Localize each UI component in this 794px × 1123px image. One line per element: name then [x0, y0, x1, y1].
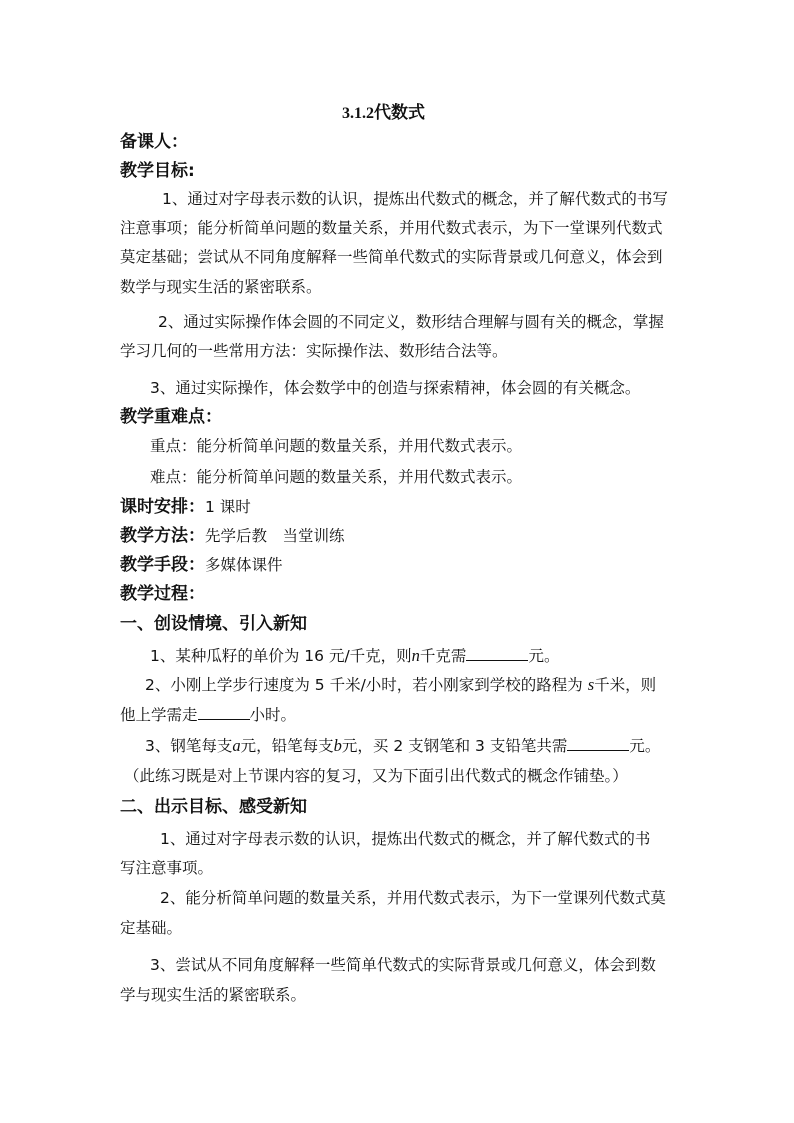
question-1-text-c: 元。 — [528, 647, 560, 665]
schedule-label: 课时安排： — [120, 497, 205, 517]
question-3-text-c: 元，买 2 支钢笔和 3 支铅笔共需 — [341, 737, 568, 755]
schedule-value: 1 课时 — [205, 498, 251, 516]
question-2-line-1 — [145, 675, 656, 695]
method-label: 教学方法： — [120, 526, 205, 546]
objective-1-line-3: 莫定基础；尝试从不同角度解释一些简单代数式的实际背景或几何意义，体会到 — [120, 248, 663, 266]
question-3-text-a: 3、钢笔每支 — [145, 737, 233, 755]
question-1-text-a: 1、某种瓜籽的单价为 16 元/千克，则 — [150, 647, 412, 665]
question-2-variable: s — [587, 675, 595, 694]
question-2-line-2-text-a: 他上学需走 — [120, 706, 198, 724]
section-2-item-3-line-1: 3、尝试从不同角度解释一些简单代数式的实际背景或几何意义，体会到数 — [150, 956, 656, 974]
schedule-row — [120, 497, 251, 517]
means-row — [120, 555, 283, 575]
question-2-text-a: 2、小刚上学步行速度为 5 千米/小时，若小刚家到学校的路程为 — [145, 676, 583, 694]
objective-3: 3、通过实际操作，体会数学中的创造与探索精神，体会圆的有关概念。 — [150, 379, 641, 397]
section-2-item-2-line-1: 2、能分析简单问题的数量关系，并用代数式表示，为下一堂课列代数式莫 — [160, 889, 666, 907]
section-1-heading: 一、创设情境、引入新知 — [120, 614, 307, 634]
section-2-item-2-line-2: 定基础。 — [120, 919, 183, 937]
section-2-item-3-line-2: 学与现实生活的紧密联系。 — [120, 986, 307, 1004]
title-text: 代数式 — [374, 103, 425, 123]
question-1-blank — [466, 646, 528, 661]
objective-2-line-2: 学习几何的一些常用方法：实际操作法、数形结合法等。 — [120, 342, 508, 360]
document-title — [342, 103, 425, 124]
section-2-heading: 二、出示目标、感受新知 — [120, 797, 307, 817]
question-3-blank — [567, 736, 629, 751]
question-3-variable-b: b — [333, 736, 342, 755]
process-heading: 教学过程： — [120, 584, 205, 604]
preparer-label: 备课人： — [120, 132, 188, 152]
objective-1-line-2: 注意事项；能分析简单问题的数量关系，并用代数式表示，为下一堂课列代数式 — [120, 219, 663, 237]
question-2-line-2 — [120, 705, 296, 725]
section-2-item-1-line-2: 写注意事项。 — [120, 859, 214, 877]
question-2-text-b: 千米，则 — [594, 676, 657, 694]
question-3 — [145, 736, 660, 756]
key-point-focus: 重点：能分析简单问题的数量关系，并用代数式表示。 — [150, 437, 523, 455]
objective-2-line-1: 2、通过实际操作体会圆的不同定义，数形结合理解与圆有关的概念，掌握 — [158, 313, 664, 331]
question-3-variable-a: a — [232, 736, 241, 755]
method-row — [120, 526, 345, 546]
objective-1-line-1: 1、通过对字母表示数的认识，提炼出代数式的概念，并了解代数式的书写 — [162, 190, 668, 208]
objective-1-line-4: 数学与现实生活的紧密联系。 — [120, 278, 322, 296]
means-label: 教学手段： — [120, 555, 205, 575]
question-3-text-d: 元。 — [629, 737, 661, 755]
key-point-difficulty: 难点：能分析简单问题的数量关系，并用代数式表示。 — [150, 468, 523, 486]
key-points-heading: 教学重难点： — [120, 407, 222, 427]
means-value: 多媒体课件 — [205, 556, 283, 574]
question-1 — [150, 646, 559, 666]
question-2-blank — [198, 705, 250, 720]
question-1-text-b: 千克需 — [419, 647, 467, 665]
title-number: 3.1.2 — [342, 105, 374, 122]
method-value: 先学后教 当堂训练 — [205, 527, 345, 545]
question-1-variable: n — [411, 646, 420, 665]
section-1-note: （此练习既是对上节课内容的复习，又为下面引出代数式的概念作铺垫。） — [124, 767, 628, 785]
objectives-heading: 教学目标: — [120, 161, 195, 181]
question-3-text-b: 元，铅笔每支 — [240, 737, 334, 755]
question-2-line-2-text-b: 小时。 — [249, 706, 297, 724]
section-2-item-1-line-1: 1、通过对字母表示数的认识，提炼出代数式的概念，并了解代数式的书 — [160, 830, 651, 848]
